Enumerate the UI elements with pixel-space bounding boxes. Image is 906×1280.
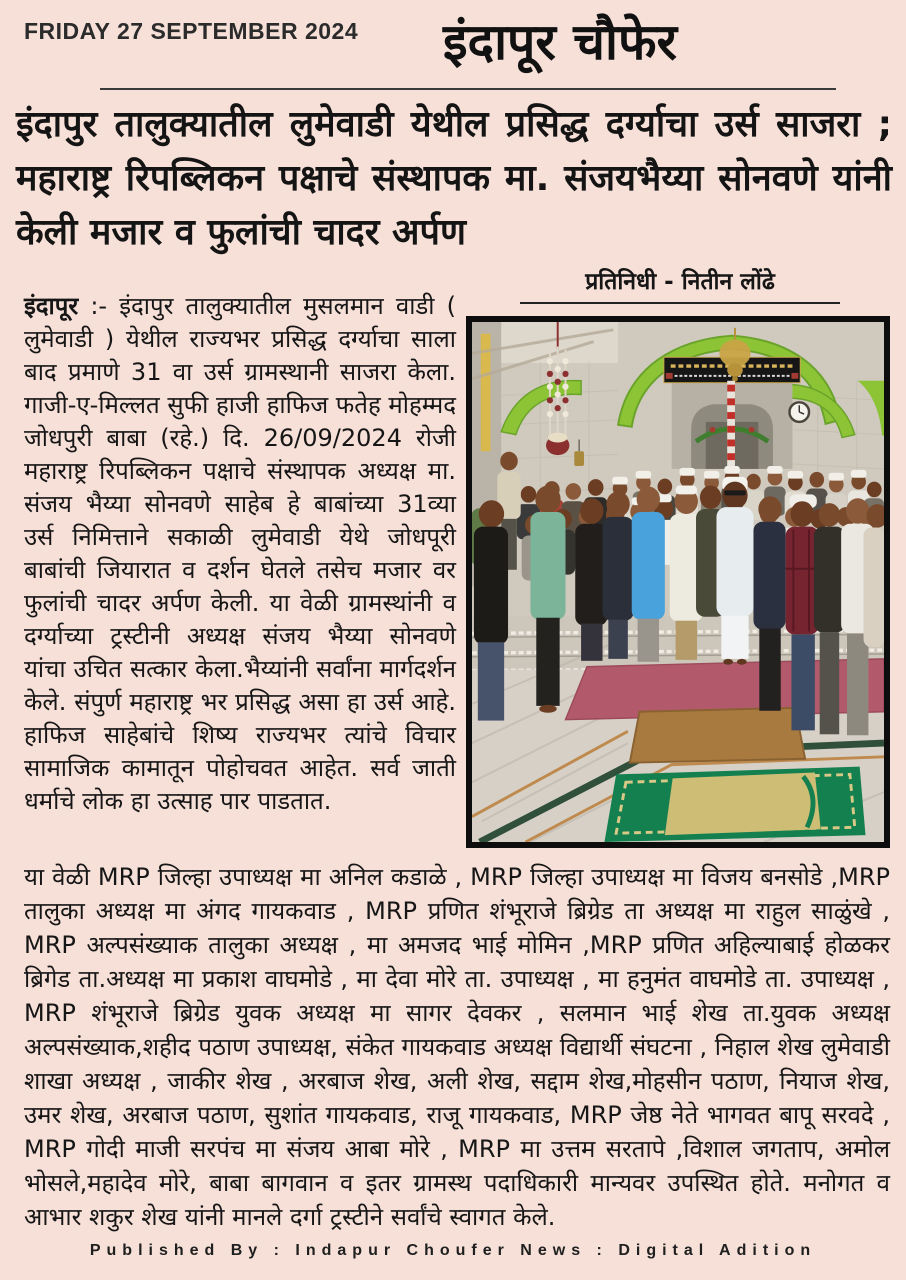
edition-date: FRIDAY 27 SEPTEMBER 2024 — [24, 18, 359, 44]
publisher-line: Published By : Indapur Choufer News : Digital Adition — [89, 1242, 817, 1259]
masthead-title: इंदापूर चौफेर — [442, 13, 677, 71]
masthead-rule — [100, 88, 836, 90]
reporter-byline: प्रतिनिधी - नितीन लोंढे — [520, 264, 840, 304]
lead-text: :- इंदापुर तालुक्यातील मुसलमान वाडी ( लुमेवाडी ) येथील राज्यभर प्रसिद्ध दर्ग्याचा साला बाद प्रमाणे 31 वा उर्स ग्रामस्थानी साजरा केला. गाजी-ए-मिल्लत सुफी हाजी हाफिज फतेह मोहम्मद जोधपुरी बाबा (रहे.) दि. 26/09/2024 रोजी महाराष्ट्र रिपब्लिकन पक्षाचे संस्थापक अध्यक्ष मा. संजय भैय्या सोनवणे साहेब हे बाबांच्या 31व्या उर्स निमित्ताने सकाळी लुमेवाडी येथे जोधपूरी बाबांची जियारात व दर्शन घेतले तसेच मजार वर फुलांची चादर अर्पण केली. या वेळी ग्रामस्थांनी व दर्ग्याच्या ट्रस्टीनी अध्यक्ष संजय भैय्या सोनवणे यांचा उचित सत्कार केला.भैय्यांनी सर्वांना मार्गदर्शन केले. संपुर्ण महाराष्ट्र भर प्रसिद्ध असा हा उर्स आहे. हाफिज साहेबांचे शिष्य राज्यभर त्यांचे विचार सामाजिक कामातून पोहोचवत आहेत. सर्व जाती धर्माचे लोक हा उत्साह पार पाडतात. — [24, 292, 456, 815]
article-lead-column — [24, 290, 456, 818]
attendees-paragraph: या वेळी MRP जिल्हा उपाध्यक्ष मा अनिल कडाळे , MRP जिल्हा उपाध्यक्ष मा विजय बनसोडे ,MRP तालुका अध्यक्ष मा अंगद गायकवाड , MRP प्रणित शंभूराजे ब्रिग्रेड ता अध्यक्ष मा राहुल साळुंखे , MRP अल्पसंख्याक तालुका अध्यक्ष , मा अमजद भाई मोमिन ,MRP प्रणित अहिल्याबाई होळकर ब्रिगेड ता.अध्यक्ष मा प्रकाश वाघमोडे , मा देवा मोरे ता. उपाध्यक्ष , मा हनुमंत वाघमोडे ता. उपाध्यक्ष , MRP शंभूराजे ब्रिग्रेड युवक अध्यक्ष मा सागर देवकर , सलमान भाई शेख ता.युवक अध्यक्ष अल्पसंख्याक,शहीद पठाण उपाध्यक्ष, संकेत गायकवाड अध्यक्ष विद्यार्थी संघटना , निहाल शेख लुमेवाडी शाखा अध्यक्ष , जाकीर शेख , अरबाज शेख, अली शेख, सद्दाम शेख,मोहसीन पठाण, नियाज शेख, उमर शेख, अरबाज पठाण, सुशांत गायकवाड, राजू गायकवाड, MRP जेष्ठ नेते भागवत बापू सरवदे , MRP गोदी माजी सरपंच मा संजय आबा मोरे , MRP मा उत्तम सरतापे ,विशाल जगताप, अमोल भोसले,महादेव मोरे, बाबा बागवान व इतर ग्रामस्थ पदाधिकारी मान्यवर उपस्थित होते. मनोगत व आभार शकुर शेख यांनी मानले दर्गा ट्रस्टीने सर्वांचे स्वागत केले. — [24, 863, 890, 1231]
prayer-rug — [604, 767, 865, 842]
wall-clock — [790, 402, 809, 422]
dateline: इंदापूर — [24, 292, 79, 320]
article-photo — [466, 316, 890, 848]
dargah-photo-illustration — [472, 322, 884, 842]
coir-mat — [630, 708, 805, 763]
article-headline: इंदापुर तालुक्यातील लुमेवाडी येथील प्रसिद्ध दर्ग्याचा उर्स साजरा ; महाराष्ट्र रिपब्लिकन पक्षाचे संस्थापक मा. संजयभैय्या सोनवणे यांनी केली मजार व फुलांची चादर अर्पण — [16, 104, 892, 253]
